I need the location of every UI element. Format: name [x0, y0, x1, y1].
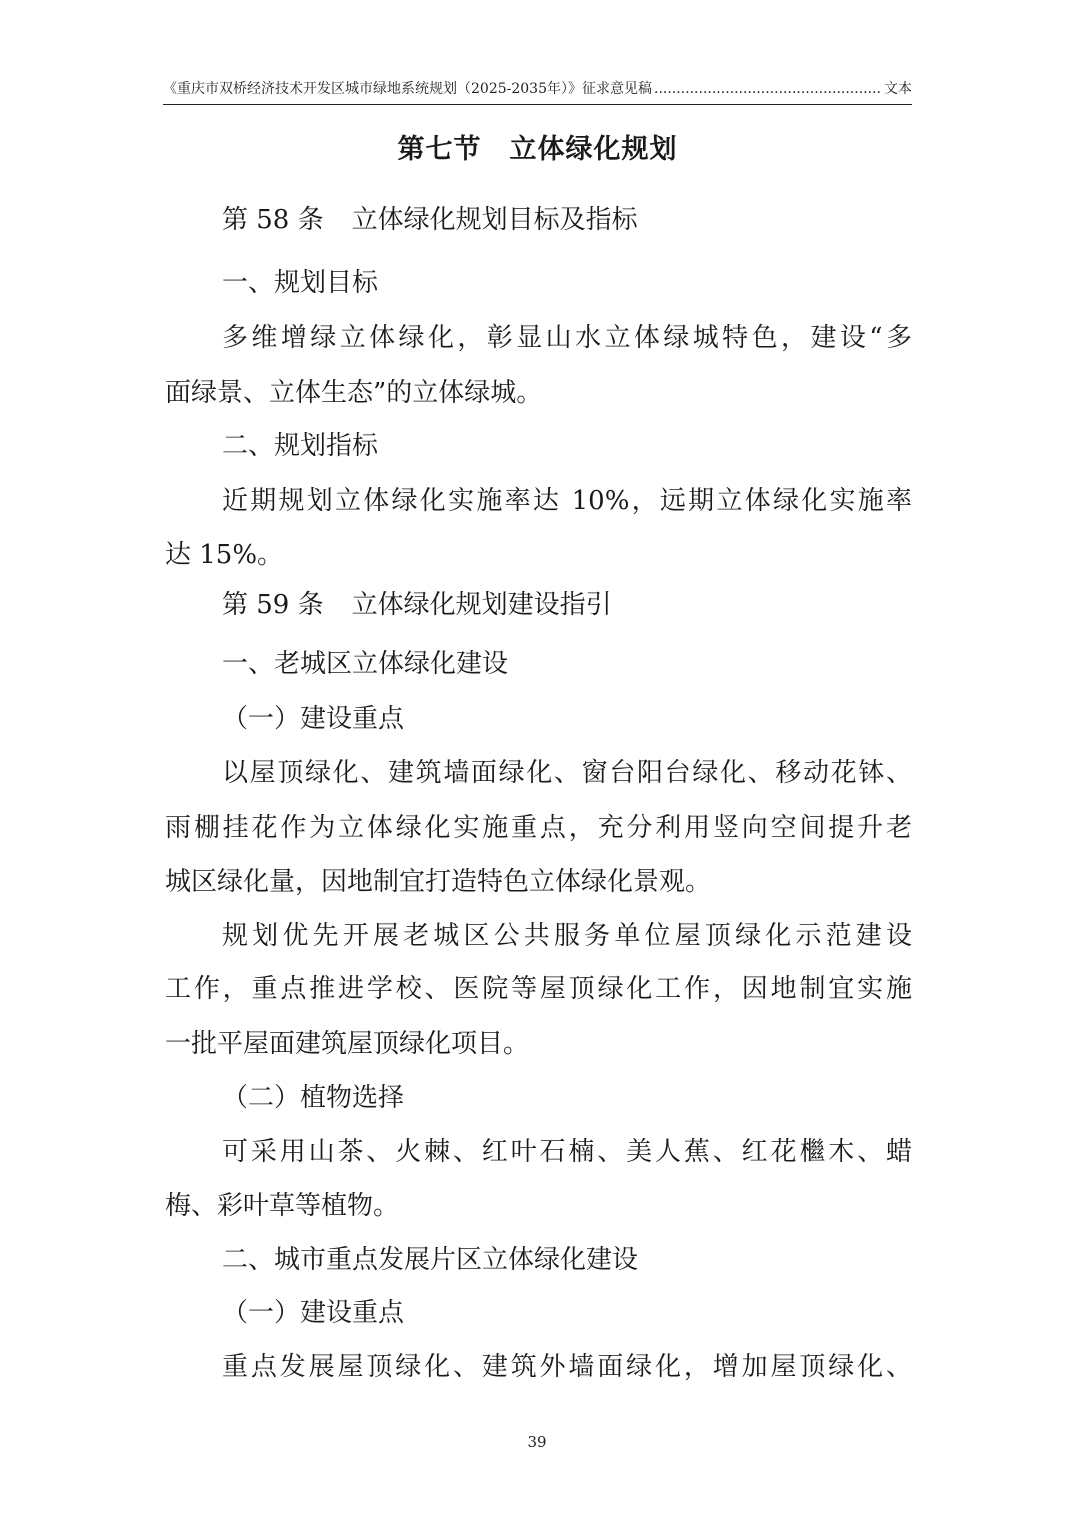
paragraph-line: 多维增绿立体绿化，彰显山水立体绿城特色，建设“多 [222, 323, 912, 353]
section-title: 第七节 立体绿化规划 [397, 134, 678, 165]
paragraph-line: 一批平屋面建筑屋顶绿化项目。 [165, 1029, 530, 1059]
paragraph-line: 重点发展屋顶绿化、建筑外墙面绿化，增加屋顶绿化、 [222, 1352, 912, 1382]
running-header [163, 78, 912, 100]
paragraph-line: 梅、彩叶草等植物。 [165, 1191, 400, 1221]
paragraph-line: 规划优先开展老城区公共服务单位屋顶绿化示范建设 [222, 921, 912, 951]
heading-old-town: 一、老城区立体绿化建设 [222, 649, 509, 679]
paragraph-line: 雨棚挂花作为立体绿化实施重点，充分利用竖向空间提升老 [165, 813, 912, 843]
subheading-construction-focus-2: （一）建设重点 [222, 1298, 405, 1328]
header-rule [163, 104, 912, 105]
paragraph-line: 近期规划立体绿化实施率达 10%，远期立体绿化实施率 [222, 486, 912, 516]
header-suffix: 文本 [884, 81, 912, 97]
paragraph-line: 工作，重点推进学校、医院等屋顶绿化工作，因地制宜实施 [165, 974, 912, 1004]
heading-planning-goals: 一、规划目标 [222, 268, 379, 298]
heading-planning-indicators: 二、规划指标 [222, 431, 379, 461]
article-59-number: 第 59 条 [222, 590, 324, 620]
article-59-heading [222, 585, 612, 625]
subheading-plant-selection: （二）植物选择 [222, 1083, 405, 1113]
article-58-heading [222, 200, 638, 240]
header-title: 《重庆市双桥经济技术开发区城市绿地系统规划（2025-2035年）》征求意见稿 [163, 81, 652, 97]
subheading-construction-focus: （一）建设重点 [222, 704, 405, 734]
paragraph-line: 可采用山茶、火棘、红叶石楠、美人蕉、红花檵木、蜡 [222, 1137, 912, 1167]
paragraph-line: 以屋顶绿化、建筑墙面绿化、窗台阳台绿化、移动花钵、 [222, 758, 912, 788]
paragraph-line: 达 15%。 [165, 540, 284, 570]
heading-key-development-areas: 二、城市重点发展片区立体绿化建设 [222, 1245, 639, 1275]
paragraph-line: 城区绿化量，因地制宜打造特色立体绿化景观。 [165, 867, 712, 897]
paragraph-line: 面绿景、立体生态”的立体绿城。 [165, 378, 543, 408]
article-58-number: 第 58 条 [222, 205, 324, 235]
page-number: 39 [527, 1433, 547, 1451]
article-58-title: 立体绿化规划目标及指标 [351, 205, 638, 235]
header-dot-leader [654, 78, 882, 100]
article-59-title: 立体绿化规划建设指引 [351, 590, 612, 620]
